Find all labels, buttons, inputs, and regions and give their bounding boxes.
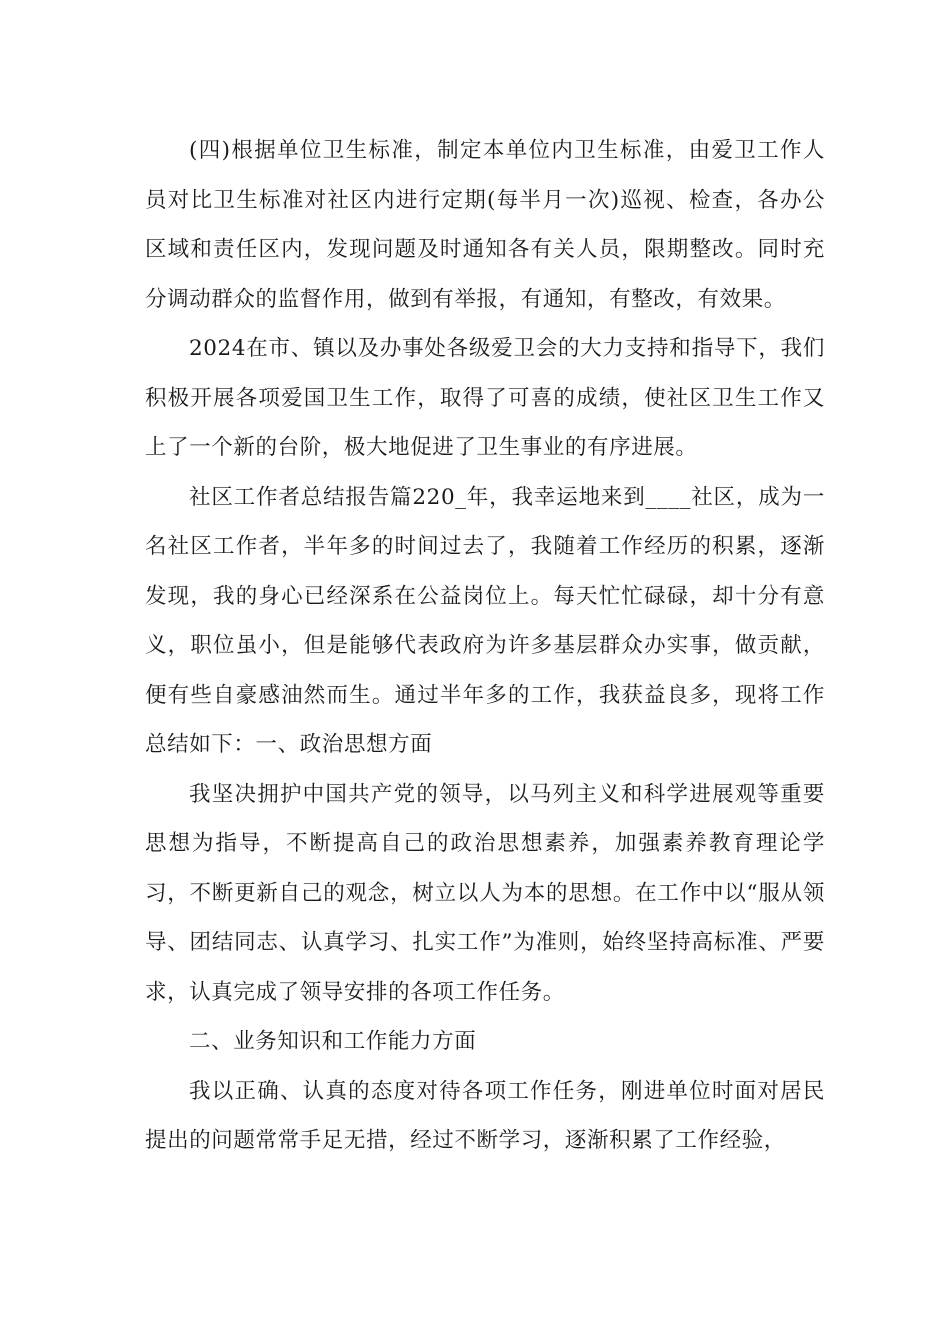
paragraph-work-attitude: 我以正确、认真的态度对待各项工作任务，刚进单位时面对居民提出的问题常常手足无措，经过不断学习，逐渐积累了工作经验， xyxy=(145,1078,825,1153)
paragraph-political-thought: 我坚决拥护中国共产党的领导，以马列主义和科学进展观等重要思想为指导，不断提高自己的政治思想素养，加强素养教育理论学习，不断更新自己的观念，树立以人为本的思想。在工作中以“服从领导、团结同志、认真学习、扎实工作”为准则，始终坚持高标准、严要求，认真完成了领导安排的各项工作任务。 xyxy=(145,781,825,1005)
paragraph-2024-achievements: 2024在市、镇以及办事处各级爱卫会的大力支持和指导下，我们积极开展各项爱国卫生工作，取得了可喜的成绩，使社区卫生工作又上了一个新的台阶，极大地促进了卫生事业的有序进展。 xyxy=(145,336,825,460)
paragraph-community-worker-intro: 社区工作者总结报告篇220_年，我幸运地来到____社区，成为一名社区工作者，半年多的时间过去了，我随着工作经历的积累，逐渐发现，我的身心已经深系在公益岗位上。每天忙忙碌碌，却十分有意义，职位虽小，但是能够代表政府为许多基层群众办实事，做贡献，便有些自豪感油然而生。通过半年多的工作，我获益良多，现将工作总结如下：一、政治思想方面 xyxy=(145,484,825,757)
section-heading-business-knowledge: 二、业务知识和工作能力方面 xyxy=(189,1029,477,1054)
document-page xyxy=(145,126,825,1166)
paragraph-sanitation-standards: (四)根据单位卫生标准，制定本单位内卫生标准，由爱卫工作人员对比卫生标准对社区内进行定期(每半月一次)巡视、检查，各办公区域和责任区内，发现问题及时通知各有关人员，限期整改。同时充分调动群众的监督作用，做到有举报，有通知，有整改，有效果。 xyxy=(145,138,825,312)
